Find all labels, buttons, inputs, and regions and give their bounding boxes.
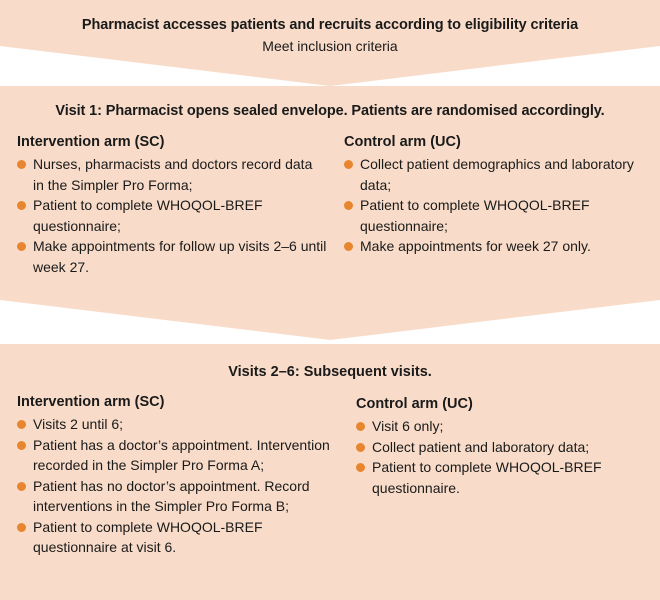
list-item: Patient to complete WHOQOL-BREF questionnaire. [356,457,641,498]
list-item: Patient to complete WHOQOL-BREF questionnaire at visit 6. [17,517,332,558]
visit1-control-list [344,154,634,257]
bullet-icon [17,160,26,169]
recruitment-subtitle: Meet inclusion criteria [262,38,398,54]
list-item: Make appointments for week 27 only. [344,236,634,257]
visit1-step [0,86,660,344]
list-item: Patient to complete WHOQOL-BREF questionnaire; [17,195,327,236]
bullet-icon [17,482,26,491]
list-item: Make appointments for follow up visits 2–6 until week 27. [17,236,327,277]
bullet-icon [356,463,365,472]
bullet-icon [356,422,365,431]
visit1-intervention-list [17,154,327,277]
visit1-intervention-heading: Intervention arm (SC) [17,134,165,150]
bullet-icon [17,242,26,251]
list-item: Patient has a doctor’s appointment. Intervention recorded in the Simpler Pro Forma A; [17,435,332,476]
list-item: Patient has no doctor’s appointment. Record interventions in the Simpler Pro Forma B; [17,476,332,517]
bullet-icon [344,160,353,169]
recruitment-title: Pharmacist accesses patients and recruits according to eligibility criteria [81,17,579,33]
visits-2-6-control-list [356,416,641,498]
visits-2-6-title: Visits 2–6: Subsequent visits. [228,364,432,380]
list-item: Collect patient and laboratory data; [356,437,641,458]
list-item: Visits 2 until 6; [17,414,332,435]
visits-2-6-control-heading: Control arm (UC) [356,396,473,412]
visit1-control-heading: Control arm (UC) [344,134,461,150]
bullet-icon [344,201,353,210]
bullet-icon [344,242,353,251]
visit1-title: Visit 1: Pharmacist opens sealed envelope. Patients are randomised accordingly. [55,103,605,119]
list-item: Visit 6 only; [356,416,641,437]
list-item: Patient to complete WHOQOL-BREF questionnaire; [344,195,634,236]
recruitment-step [0,0,660,86]
list-item: Collect patient demographics and laboratory data; [344,154,634,195]
visit1-control-column [344,134,634,257]
bullet-icon [17,441,26,450]
list-item: Nurses, pharmacists and doctors record data in the Simpler Pro Forma; [17,154,327,195]
visits-2-6-intervention-list [17,414,332,558]
visits-2-6-step [0,344,660,600]
bullet-icon [17,523,26,532]
visit1-intervention-column [17,134,327,277]
visits-2-6-intervention-column [17,394,332,558]
bullet-icon [17,201,26,210]
bullet-icon [17,420,26,429]
bullet-icon [356,443,365,452]
visits-2-6-intervention-heading: Intervention arm (SC) [17,394,165,410]
visits-2-6-control-column [356,396,641,498]
